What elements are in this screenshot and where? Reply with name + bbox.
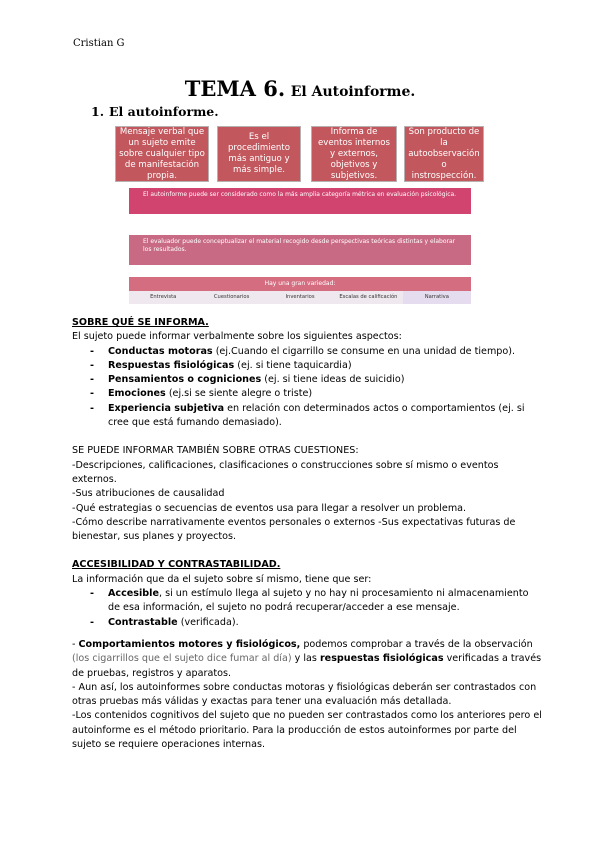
list-item: - Emociones (ej.si se siente alegre o triste) <box>72 387 542 401</box>
paragraph: -Descripciones, calificaciones, clasificaciones o construcciones sobre sí mismo o eventos externos. <box>72 459 499 485</box>
paragraph: -Qué estrategias o secuencias de eventos usa para llegar a resolver un problema. <box>72 502 467 514</box>
title-main: TEMA 6. <box>184 76 286 101</box>
diagram-box-4: Son producto de la autoobservación o instrospección. <box>404 126 484 182</box>
paragraph: El sujeto puede informar verbalmente sobre los siguientes aspectos: <box>72 331 402 343</box>
variety-item: Inventarios <box>285 294 315 300</box>
variety-row <box>129 291 471 304</box>
list-item: - Contrastable (verificada). <box>72 616 542 630</box>
document-body <box>72 316 542 752</box>
heading-otras-cuestiones: SE PUEDE INFORMAR TAMBIÉN SOBRE OTRAS CUESTIONES: <box>72 445 359 457</box>
heading-accesibilidad: ACCESIBILIDAD Y CONTRASTABILIDAD. <box>72 559 281 571</box>
diagram-box-3: Informa de eventos internos y externos, objetivos y subjetivos. <box>311 126 397 182</box>
concept-diagram <box>115 122 485 306</box>
variety-item: Entrevista <box>150 294 177 300</box>
diagram-box-1: Mensaje verbal que un sujeto emite sobre cualquier tipo de manifestación propia. <box>115 126 209 182</box>
diagram-band-3: Hay una gran variedad: <box>129 277 471 291</box>
requirements-list <box>72 587 542 630</box>
aspects-list <box>72 345 542 431</box>
paragraph: La información que da el sujeto sobre sí mismo, tiene que ser: <box>72 573 372 585</box>
paragraph: -Sus atribuciones de causalidad <box>72 488 225 500</box>
paragraph: -Cómo describe narrativamente eventos personales o externos -Sus expectativas futuras de bienestar, sus planes y proyectos. <box>72 516 516 543</box>
author-name: Cristian G <box>73 38 125 49</box>
list-item: - Experiencia subjetiva en relación con determinados actos o comportamientos (ej. si cree que está fumando demasiado). <box>72 402 542 431</box>
title-sub: El Autoinforme. <box>290 84 416 100</box>
variety-item: Cuestionarios <box>213 294 250 300</box>
list-item: - Conductas motoras (ej.Cuando el cigarrillo se consume en una unidad de tiempo). <box>72 345 542 359</box>
variety-item: Narrativa <box>403 291 471 304</box>
section-label: El autoinforme. <box>109 104 219 119</box>
heading-sobre-que: SOBRE QUÉ SE INFORMA. <box>72 317 209 328</box>
page-title <box>0 76 600 101</box>
diagram-band-1: El autoinforme puede ser considerado como la más amplia categoría métrica en evaluación psicológica. <box>129 188 471 214</box>
diagram-box-2: Es el procedimiento más antiguo y más simple. <box>217 126 301 182</box>
paragraph: -Los contenidos cognitivos del sujeto que no pueden ser contrastados como los anteriores pero el autoinforme es el método prioritario. Para la producción de estos autoinformes por parte del sujeto se requiere operaciones internas. <box>72 710 542 751</box>
list-item: - Respuestas fisiológicas (ej. si tiene taquicardia) <box>72 359 542 373</box>
list-item: - Accesible, si un estímulo llega al sujeto y no hay ni procesamiento ni almacenamiento de esa información, el sujeto no podrá recuperar/acceder a ese mensaje. <box>72 587 542 616</box>
diagram-band-2: El evaluador puede conceptualizar el material recogido desde perspectivas teóricas distintas y elaborar los resultados. <box>129 235 471 265</box>
paragraph: - Comportamientos motores y fisiológicos, podemos comprobar a través de la observación (los cigarrillos que el sujeto dice fumar al día) y las respuestas fisiológicas verificadas a través de pruebas, registros y aparatos. <box>72 638 542 679</box>
variety-item: Escalas de calificación <box>339 294 398 300</box>
section-heading <box>91 104 219 119</box>
paragraph: - Aun así, los autoinformes sobre conductas motoras y fisiológicas deberán ser contrastados con otras pruebas más válidas y exactas para tener una evaluación más detallada. <box>72 681 537 708</box>
section-number: 1. <box>91 104 105 119</box>
list-item: - Pensamientos o cogniciones (ej. si tiene ideas de suicidio) <box>72 373 542 387</box>
